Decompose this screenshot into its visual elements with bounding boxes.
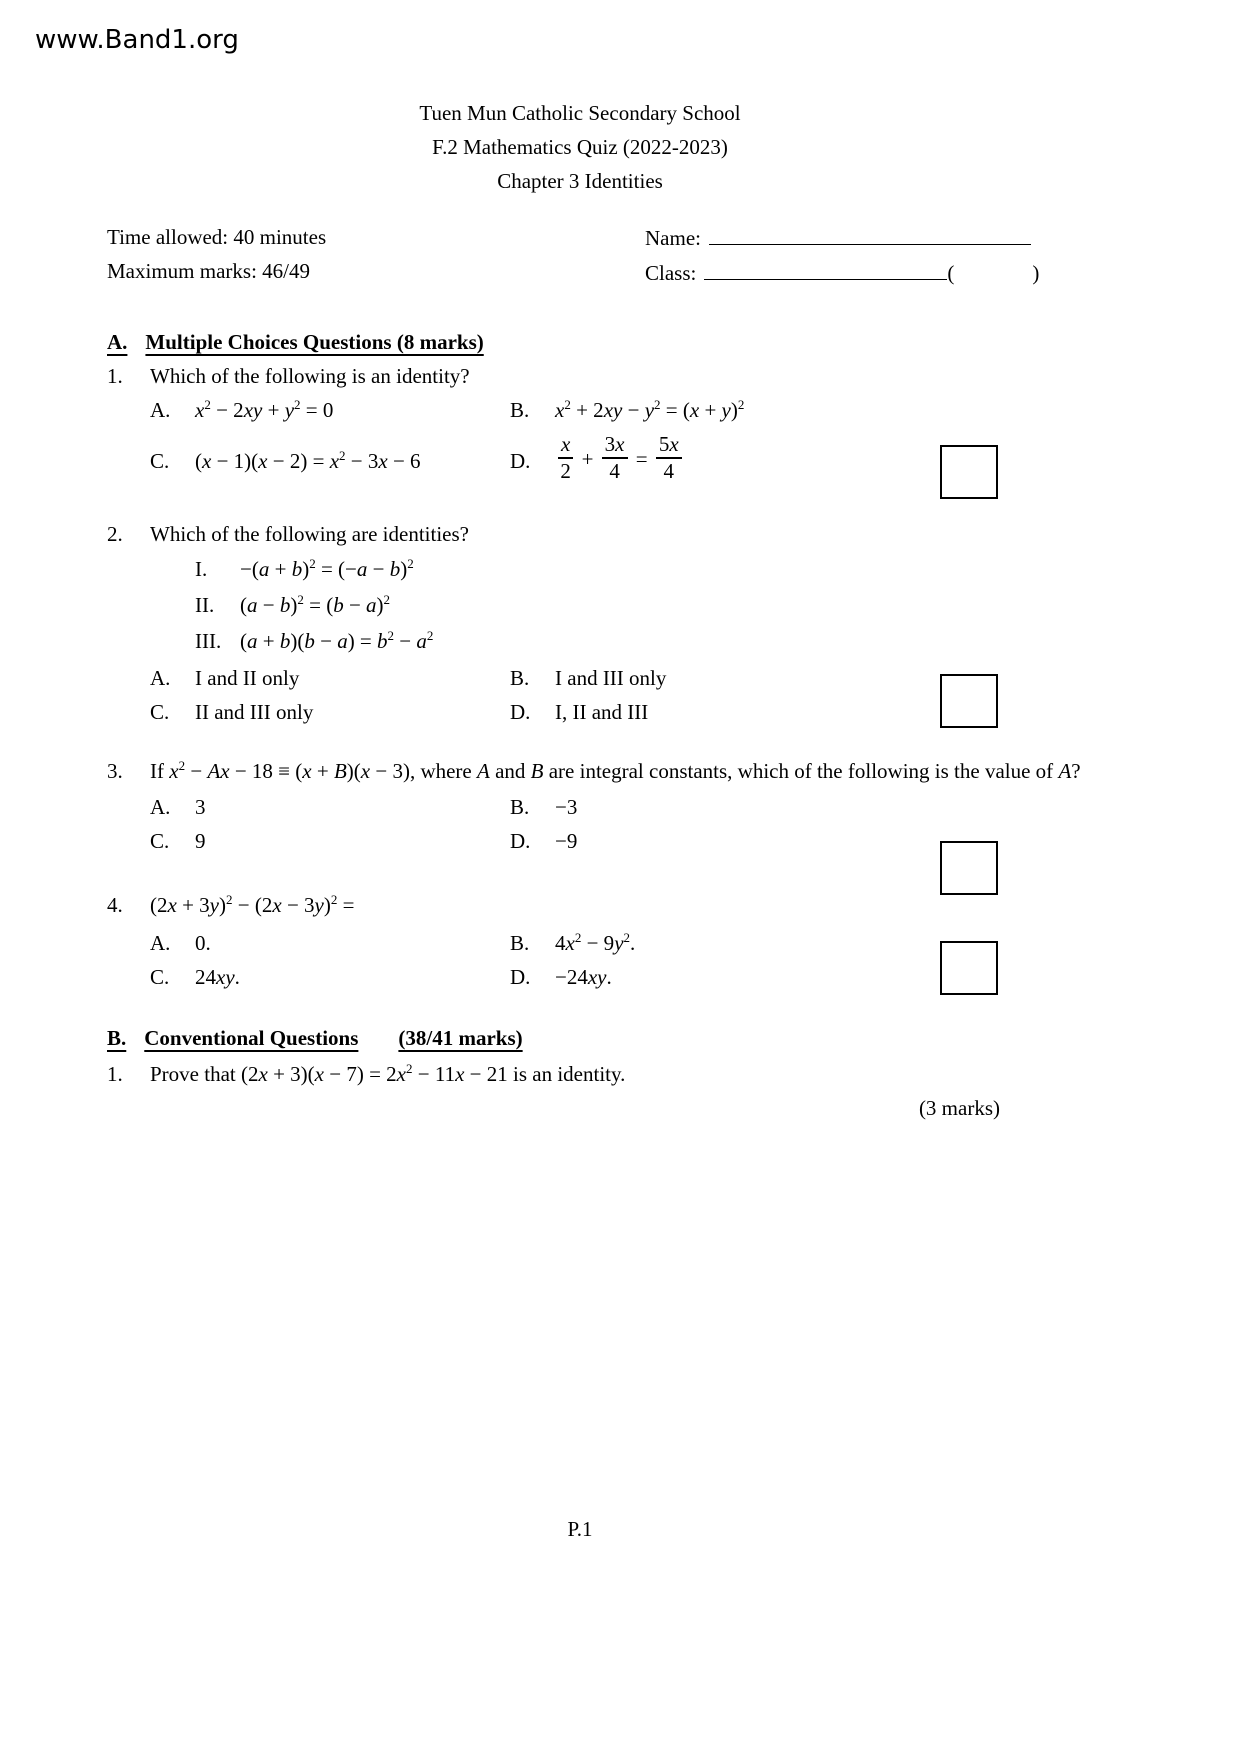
question-3-number: 3. [107,759,123,783]
class-label: Class: [645,261,697,285]
option-a-text: 0. [195,931,211,955]
question-4-option-d [510,960,612,994]
option-b-label: B. [510,795,530,819]
section-a-title: Multiple Choices Questions (8 marks) [145,330,484,354]
statement-i-label: I. [195,557,208,581]
question-3-option-c [150,824,510,858]
statement-iii-label: III. [195,629,222,653]
class-paren-close: ) [1032,261,1040,285]
class-field-underline [704,255,947,280]
question-1-option-b [510,393,744,427]
question-1-text: Which of the following is an identity? [150,364,470,388]
statement-iii-text: $(a + b)(b - a) = b^2 - a^2$ [240,628,434,653]
option-c-label: C. [150,965,170,989]
question-marks-note: (3 marks) [918,1096,1000,1120]
question-4-option-a [150,926,510,960]
question-1-option-c [150,444,510,478]
option-c-label: C. [150,700,170,724]
answer-box-question-4 [940,941,998,995]
option-b-text: $4x^2 - 9y^2$. [555,930,636,955]
section-b-heading [107,1021,1130,1055]
section-a-heading [107,325,1130,359]
section-b-title: Conventional Questions [144,1026,359,1050]
chapter-title: Chapter 3 Identities [497,169,663,193]
question-3-option-a [150,790,510,824]
option-d-text: −24xy. [555,965,612,989]
question-4-option-b [510,926,635,960]
question-1-option-d [510,432,685,487]
section-b-question-1 [107,1057,1130,1125]
question-3-option-d [510,824,577,858]
question-2-option-d [510,695,648,729]
question-2-option-b [510,661,666,695]
statement-i [195,551,1130,587]
question-2-option-c [150,695,510,729]
statement-iii [195,623,1130,659]
option-d-label: D. [510,700,531,724]
question-1 [107,359,1130,487]
section-a-label: A. [107,330,128,354]
question-number: 1. [107,1062,123,1086]
page-content [0,220,1240,1125]
statement-ii-text: $(a - b)^2 = (b - a)^2$ [240,592,391,617]
option-d-text: $\frac{x}{2}$ + $\frac{3x}{4}$ = $\frac{5x}{4}$ [555,435,685,487]
option-b-label: B. [510,398,530,422]
option-b-text: −3 [555,795,578,819]
option-d-text: I, II and III [555,700,649,724]
question-4-number: 4. [107,893,123,917]
option-c-text: $(x - 1)(x - 2) = x^2 - 3x - 6$ [195,448,421,473]
answer-box-question-3 [940,841,998,895]
option-c-text: 9 [195,829,206,853]
question-2-statements [195,551,1130,659]
statement-ii-label: II. [195,593,215,617]
section-b-marks: (38/41 marks) [398,1026,523,1050]
question-2 [107,517,1130,729]
quiz-title: F.2 Mathematics Quiz (2022-2023) [432,135,728,159]
option-a-label: A. [150,795,171,819]
name-field-underline [709,220,1031,245]
question-4-option-c [150,960,510,994]
option-d-text: −9 [555,829,578,853]
school-name: Tuen Mun Catholic Secondary School [419,101,741,125]
question-1-option-a [150,393,510,427]
statement-i-text: $-(a + b)^2 = (-a - b)^2$ [240,556,414,581]
option-a-label: A. [150,931,171,955]
option-b-text: $x^2 + 2xy - y^2 = (x + y)^2$ [555,397,745,422]
question-4-text: $(2x + 3y)^2 - (2x - 3y)^2$ = [150,892,355,917]
page-footer: P.1 [567,1517,593,1541]
info-block [107,220,1130,290]
option-c-text: II and III only [195,700,314,724]
option-d-label: D. [510,965,531,989]
question-4 [107,888,1130,994]
option-a-label: A. [150,666,171,690]
option-c-label: C. [150,829,170,853]
option-a-text: $x^2 - 2xy + y^2 = 0$ [195,397,334,422]
option-d-label: D. [510,449,531,473]
maximum-marks: Maximum marks: 46/49 [107,259,310,283]
option-c-label: C. [150,449,170,473]
question-3-text: If $x^2 - Ax - 18 \equiv (x + B)(x - 3)$, where A and B are integral constants, which of the following is the value of A? [150,758,1081,783]
name-label: Name: [645,226,701,250]
info-right-column [645,220,1130,290]
option-c-text: 24xy. [195,965,240,989]
question-1-number: 1. [107,364,123,388]
answer-box-question-2 [940,674,998,728]
class-paren-open: ( [947,261,955,285]
question-2-number: 2. [107,522,123,546]
info-left-column [107,220,645,290]
option-b-text: I and III only [555,666,667,690]
answer-box-question-1 [940,445,998,499]
option-a-label: A. [150,398,171,422]
option-d-label: D. [510,829,531,853]
class-row [645,255,1130,290]
question-3 [107,754,1130,858]
option-b-label: B. [510,666,530,690]
question-2-option-a [150,661,510,695]
question-3-option-b [510,790,577,824]
question-text: Prove that $(2x + 3)(x - 7) = 2x^2 - 11x - 21$ is an identity. [150,1061,626,1086]
option-a-text: I and II only [195,666,300,690]
section-b-label: B. [107,1026,127,1050]
option-b-label: B. [510,931,530,955]
name-row [645,220,1130,255]
time-allowed: Time allowed: 40 minutes [107,225,327,249]
option-a-text: 3 [195,795,206,819]
question-2-text: Which of the following are identities? [150,522,469,546]
site-watermark: www.Band1.org [35,25,239,55]
statement-ii [195,587,1130,623]
